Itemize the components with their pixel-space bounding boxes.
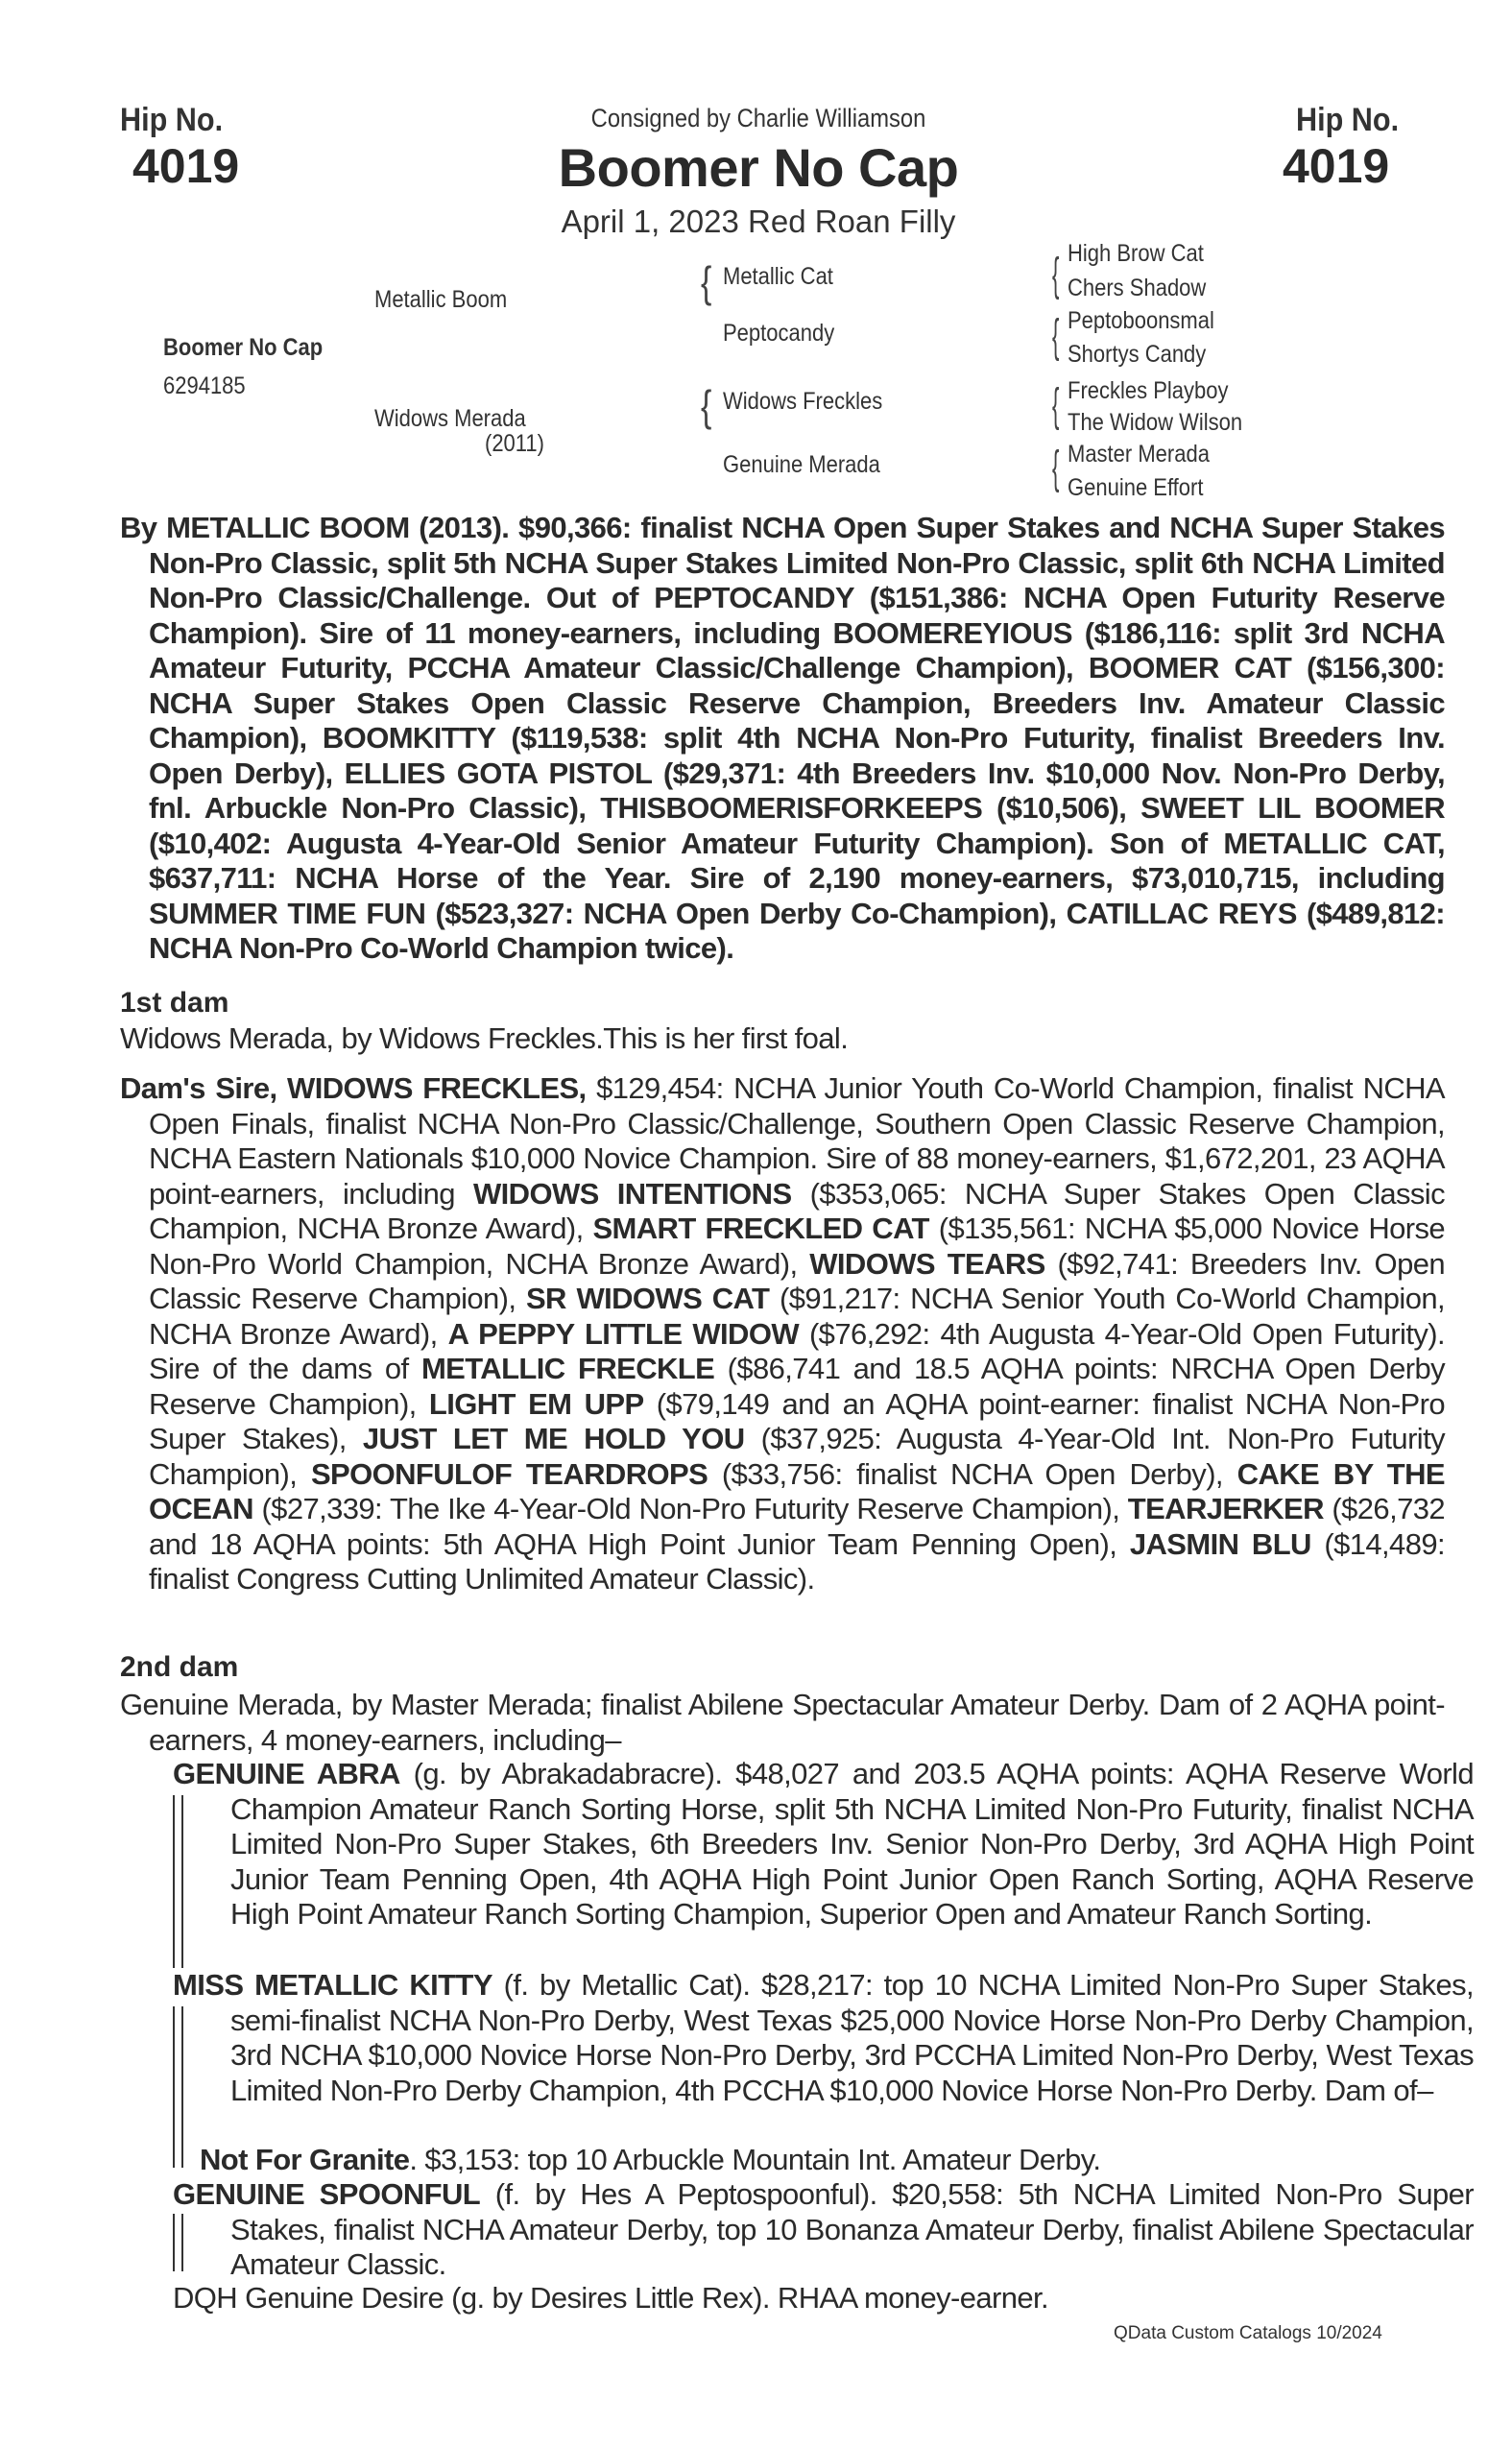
pedigree-sire: Metallic Boom	[374, 286, 508, 313]
footer-credit: QData Custom Catalogs 10/2024	[1114, 2323, 1382, 2343]
sire-paragraph: By METALLIC BOOM (2013). $90,366: finalist NCHA Open Super Stakes and NCHA Super Stakes Non-Pro Classic, split 5th NCHA Super Stakes Limited Non-Pro Classic, split 6th NCHA Limited Non-Pro Classic/Challenge. Out of PEPTOCANDY ($151,386: NCHA Open Futurity Reserve Champion). Sire of 11 money-earners, including BOOMEREYIOUS ($186,116: split 3rd NCHA Amateur Futurity, PCCHA Amateur Classic/Challenge Champion), BOOMER CAT ($156,300: NCHA Super Stakes Open Classic Reserve Champion, Breeders Inv. Amateur Classic Champion), BOOMKITTY ($119,538: split 4th NCHA Non-Pro Futurity, finalist Breeders Inv. Open Derby), ELLIES GOTA PISTOL ($29,371: 4th Breeders Inv. $10,000 Nov. Non-Pro Derby, fnl. Arbuckle Non-Pro Classic), THISBOOMERISFORKEEPS ($10,506), SWEET LIL BOOMER ($10,402: Augusta 4-Year-Old Senior Amateur Futurity Champion). Son of METALLIC CAT, $637,711: NCHA Horse of the Year. Sire of 2,190 money-earners, $73,010,715, including SUMMER TIME FUN ($523,327: NCHA Open Derby Co-Champion), CATILLAC REYS ($489,812: NCHA Non-Pro Co-World Champion twice).	[120, 511, 1445, 965]
progeny-name: SR WIDOWS CAT	[525, 1282, 770, 1315]
progeny-text: ($79,149 and an AQHA point-earner: finalist NCHA Non-Pro Super Stakes),	[149, 1386, 1445, 1455]
pedigree-subject-name: Boomer No Cap	[163, 334, 324, 361]
produce-entry-genuine-abra	[173, 1757, 1474, 1932]
produce-name: GENUINE ABRA	[173, 1757, 400, 1790]
pedigree-dam-year: (2011)	[485, 430, 544, 457]
brace-g4: {	[1052, 441, 1060, 493]
pedigree-subject-reg: 6294185	[163, 372, 246, 399]
progeny-text: ($92,741: Breeders Inv. Open Classic Reserve Champion),	[149, 1246, 1445, 1315]
produce-entry-genuine-desire: DQH Genuine Desire (g. by Desires Little Rex). RHAA money-earner.	[173, 2281, 1049, 2315]
progeny-text: ($27,339: The Ike 4-Year-Old Non-Pro Futurity Reserve Champion),	[252, 1492, 1128, 1525]
sub-produce-name: Not For Granite	[200, 2143, 410, 2176]
second-dam-heading: 2nd dam	[120, 1651, 239, 1683]
progeny-name: A PEPPY LITTLE WIDOW	[447, 1316, 799, 1351]
brace-g3: {	[1052, 378, 1060, 431]
hip-number-right: 4019	[1283, 139, 1390, 193]
progeny-name: SPOONFULOF TEARDROPS	[310, 1456, 708, 1491]
sub-produce-text: . $3,153: top 10 Arbuckle Mountain Int. Amateur Derby.	[409, 2143, 1101, 2176]
hip-number-left: 4019	[132, 139, 240, 193]
produce-text: (g. by Abrakadabracre). $48,027 and 203.5 AQHA points: AQHA Reserve World Champion Amateur Ranch Sorting Horse, split 5th NCHA Limited Non-Pro Futurity, finalist NCHA Limited Non-Pro Super Stakes, 6th Breeders Inv. Senior Non-Pro Derby, 3rd AQHA High Point Junior Team Penning Open, 4th AQHA High Point Junior Open Ranch Sorting, AQHA Reserve High Point Amateur Ranch Sorting Champion, Superior Open and Amateur Ranch Sorting.	[230, 1757, 1474, 1931]
pedigree-g8: Genuine Effort	[1068, 474, 1204, 501]
pedigree-dam-dam: Genuine Merada	[723, 451, 880, 478]
hip-label-left: Hip No.	[120, 102, 224, 138]
second-dam-text: Genuine Merada, by Master Merada; finalist Abilene Spectacular Amateur Derby. Dam of 2 AQHA point-earners, 4 money-earners, including–	[120, 1688, 1445, 1757]
dams-sire-paragraph	[120, 1071, 1445, 1597]
progeny-name: WIDOWS INTENTIONS	[473, 1176, 792, 1211]
progeny-text: ($37,925: Augusta 4-Year-Old Int. Non-Pro Futurity Champion),	[149, 1422, 1445, 1491]
pedigree-g2: Chers Shadow	[1068, 275, 1207, 301]
progeny-text: ($135,561: NCHA $5,000 Novice Horse Non-Pro World Champion, NCHA Bronze Award),	[149, 1212, 1446, 1281]
progeny-name: LIGHT EM UPP	[428, 1386, 644, 1421]
pedigree-sire-sire: Metallic Cat	[723, 263, 833, 290]
foaling-info: April 1, 2023 Red Roan Filly	[561, 204, 956, 239]
produce-text: (f. by Hes A Peptospoonful). $20,558: 5th NCHA Limited Non-Pro Super Stakes, finalist NCHA Amateur Derby, top 10 Bonanza Amateur Derby, finalist Abilene Spectacular Amateur Classic.	[230, 2177, 1474, 2281]
brace-g1: {	[1052, 248, 1060, 300]
horse-name-title: Boomer No Cap	[558, 137, 959, 198]
progeny-name: WIDOWS TEARS	[809, 1246, 1045, 1281]
pedigree-g4: Shortys Candy	[1068, 341, 1207, 368]
pedigree-g7: Master Merada	[1068, 441, 1210, 468]
first-dam-text: Widows Merada, by Widows Freckles.This is her first foal.	[120, 1021, 849, 1055]
pedigree-dam: Widows Merada	[374, 405, 526, 432]
progeny-name: JASMIN BLU	[1129, 1526, 1311, 1561]
first-dam-heading: 1st dam	[120, 987, 229, 1019]
progeny-text: ($353,065: NCHA Super Stakes Open Classic Champion, NCHA Bronze Award),	[149, 1176, 1445, 1245]
progeny-text: ($76,292: 4th Augusta 4-Year-Old Open Futurity). Sire of the dams of	[149, 1316, 1445, 1385]
brace-sire: {	[701, 259, 712, 307]
progeny-name: METALLIC FRECKLE	[420, 1352, 715, 1385]
pedigree-g5: Freckles Playboy	[1068, 377, 1229, 404]
hip-label-right: Hip No.	[1296, 102, 1400, 138]
produce-name: GENUINE SPOONFUL	[173, 2177, 481, 2211]
produce-entry-genuine-spoonful	[173, 2177, 1474, 2283]
dams-sire-label: Dam's Sire, WIDOWS FRECKLES,	[120, 1071, 587, 1105]
brace-g2: {	[1052, 309, 1060, 362]
consignor: Consigned by Charlie Williamson	[590, 104, 926, 132]
pedigree-g1: High Brow Cat	[1068, 240, 1204, 267]
progeny-name: JUST LET ME HOLD YOU	[362, 1422, 745, 1455]
pedigree-sire-dam: Peptocandy	[723, 320, 835, 347]
pedigree-g6: The Widow Wilson	[1068, 409, 1243, 436]
progeny-name: SMART FRECKLED CAT	[592, 1212, 929, 1245]
progeny-text: ($26,732 and 18 AQHA points: 5th AQHA High Point Junior Team Penning Open),	[149, 1492, 1446, 1561]
produce-name: MISS METALLIC KITTY	[173, 1968, 492, 2002]
produce-text: (f. by Metallic Cat). $28,217: top 10 NCHA Limited Non-Pro Super Stakes, semi-finalist NCHA Non-Pro Derby, West Texas $25,000 Novice Horse Non-Pro Derby Champion, 3rd NCHA $10,000 Novice Horse Non-Pro Derby, 3rd PCCHA Limited Non-Pro Derby, West Texas Limited Non-Pro Derby Champion, 4th PCCHA $10,000 Novice Horse Non-Pro Derby. Dam of–	[230, 1968, 1474, 2107]
progeny-name: TEARJERKER	[1127, 1492, 1324, 1525]
progeny-text: ($91,217: NCHA Senior Youth Co-World Champion, NCHA Bronze Award),	[149, 1282, 1445, 1351]
progeny-name: CAKE BY THE OCEAN	[149, 1456, 1446, 1525]
pedigree-dam-sire: Widows Freckles	[723, 388, 883, 415]
produce-entry-miss-metallic-kitty	[173, 1968, 1474, 2108]
progeny-text: ($86,741 and 18.5 AQHA points: NRCHA Open Derby Reserve Champion),	[149, 1352, 1445, 1421]
brace-dam: {	[701, 383, 712, 431]
dams-sire-text: $129,454: NCHA Junior Youth Co-World Champion, finalist NCHA Open Finals, finalist NCHA Non-Pro Classic/Challenge, Southern Open Classic Reserve Champion, NCHA Eastern Nationals $10,000 Novice Champion. Sire of 88 money-earners, $1,672,201, 23 AQHA point-earners, including	[149, 1071, 1446, 1211]
produce-sub-entry	[200, 2143, 1409, 2178]
progeny-text: ($14,489: finalist Congress Cutting Unlimited Amateur Classic).	[149, 1526, 1445, 1596]
progeny-text: ($33,756: finalist NCHA Open Derby),	[708, 1456, 1237, 1491]
pedigree-g3: Peptoboonsmal	[1068, 307, 1214, 334]
